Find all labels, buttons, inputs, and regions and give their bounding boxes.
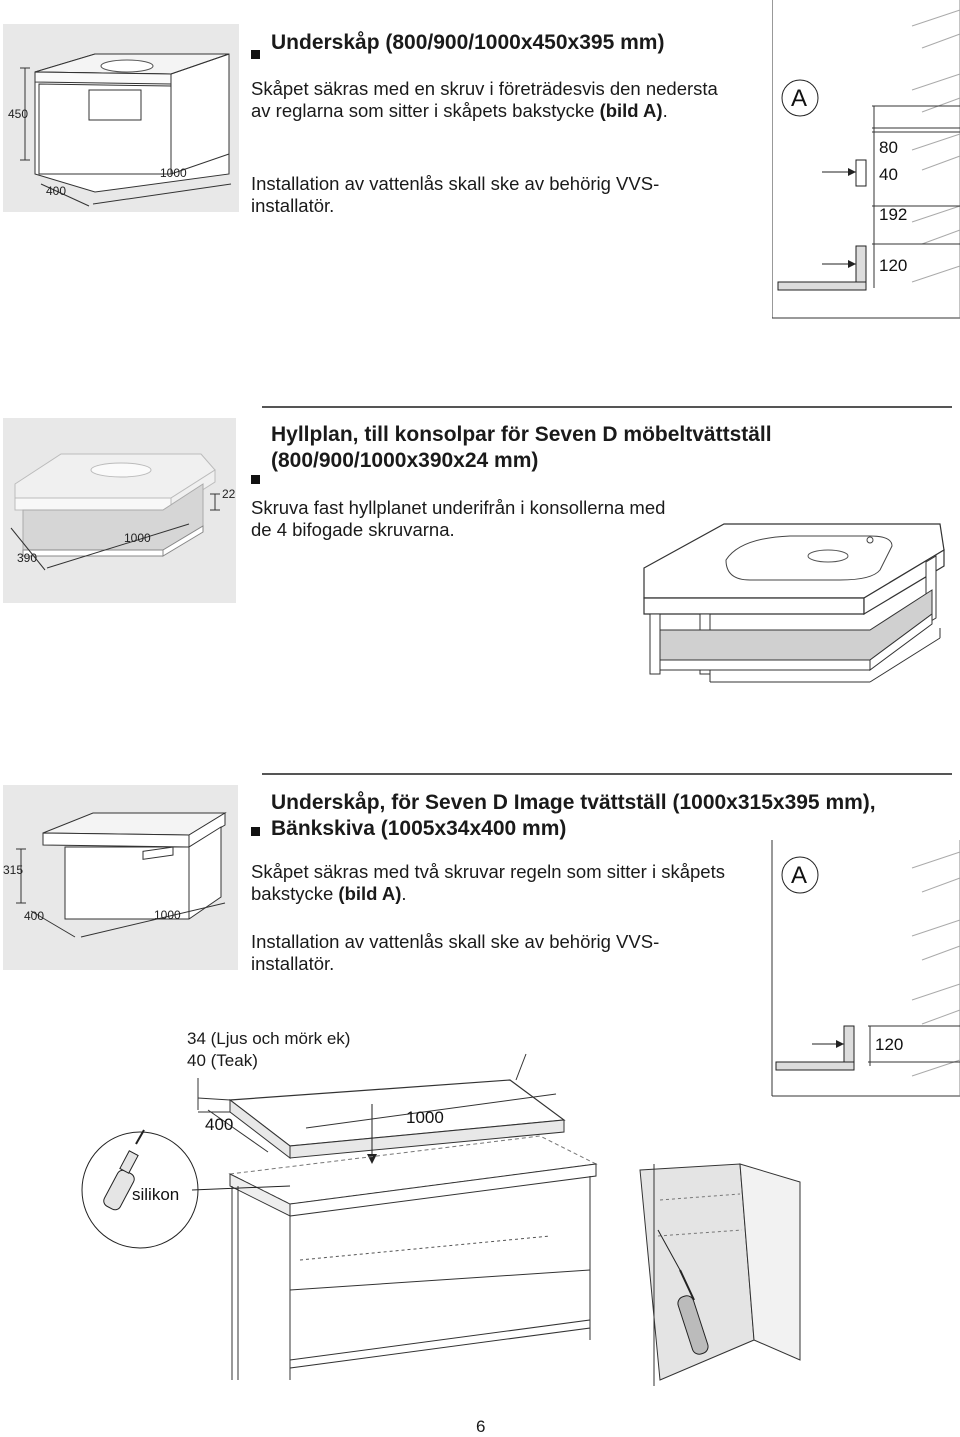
countertop-depth: 400	[205, 1115, 234, 1134]
countertop-width: 1000	[406, 1108, 444, 1127]
cabinet-figure-panel	[3, 24, 239, 212]
dim-width: 1000	[124, 531, 151, 545]
detail-a-dim-40: 40	[879, 165, 898, 184]
detail-a-dim-192: 192	[879, 205, 908, 224]
shelf-illustration	[3, 418, 236, 603]
dim-width: 1000	[154, 908, 181, 922]
dim-depth: 400	[24, 909, 45, 923]
section2-title-line1: Hyllplan, till konsolpar för Seven D möbeltvättställ	[271, 423, 772, 446]
section3-paragraph1: Skåpet säkras med två skruvar regeln som sitter i skåpets bakstycke (bild A).	[251, 861, 725, 904]
dim-width: 1000	[160, 166, 187, 180]
section3-title-line2: Bänkskiva (1005x34x400 mm)	[271, 817, 567, 840]
dim-height: 315	[3, 863, 24, 877]
detail-a-dim-80: 80	[879, 138, 898, 157]
page-number: 6	[476, 1417, 486, 1436]
countertop-thickness-label2: 40 (Teak)	[187, 1051, 258, 1070]
screwdriver-detail	[640, 1164, 803, 1386]
section2-paragraph: Skruva fast hyllplanet underifrån i konsollerna med de 4 bifogade skruvarna.	[251, 497, 666, 540]
detail-a-label: A	[791, 862, 808, 889]
countertop-thickness-label1: 34 (Ljus och mörk ek)	[187, 1029, 351, 1048]
section1-paragraph2: Installation av vattenlås skall ske av behörig VVS-installatör.	[251, 173, 660, 216]
detail-a-label: A	[791, 85, 808, 112]
section3-paragraph2: Installation av vattenlås skall ske av behörig VVS-installatör.	[251, 931, 660, 974]
shelf-figure-panel	[3, 418, 236, 603]
detail-a-dim-120: 120	[879, 256, 908, 275]
dim-thickness: 22	[222, 487, 236, 501]
section2-title-line2: (800/900/1000x390x24 mm)	[271, 449, 539, 472]
dim-depth: 390	[17, 551, 38, 565]
section-divider	[262, 406, 952, 408]
cabinet2-illustration	[3, 785, 238, 970]
dim-depth: 400	[46, 184, 67, 198]
section-divider	[262, 773, 952, 775]
cabinet2-figure-panel	[3, 785, 238, 970]
detail-a-dim-120: 120	[875, 1035, 904, 1054]
dim-height: 450	[8, 107, 29, 121]
section-bullet	[251, 50, 260, 59]
section1-title: Underskåp (800/900/1000x450x395 mm)	[271, 31, 665, 54]
section-bullet	[251, 475, 260, 484]
section1-paragraph1: Skåpet säkras med en skruv i företrädesvis den nedersta av reglarna som sitter i skåpets bakstycke (bild A).	[251, 78, 718, 121]
section3-title-line1: Underskåp, för Seven D Image tvättställ (1000x315x395 mm),	[271, 791, 876, 814]
section-bullet	[251, 827, 260, 836]
silicone-label: silikon	[132, 1185, 180, 1204]
cabinet-illustration	[3, 24, 239, 212]
countertop-install-illustration	[80, 1040, 840, 1400]
detail-a-figure-1	[772, 0, 960, 320]
sink-with-shelf-illustration	[640, 510, 950, 690]
